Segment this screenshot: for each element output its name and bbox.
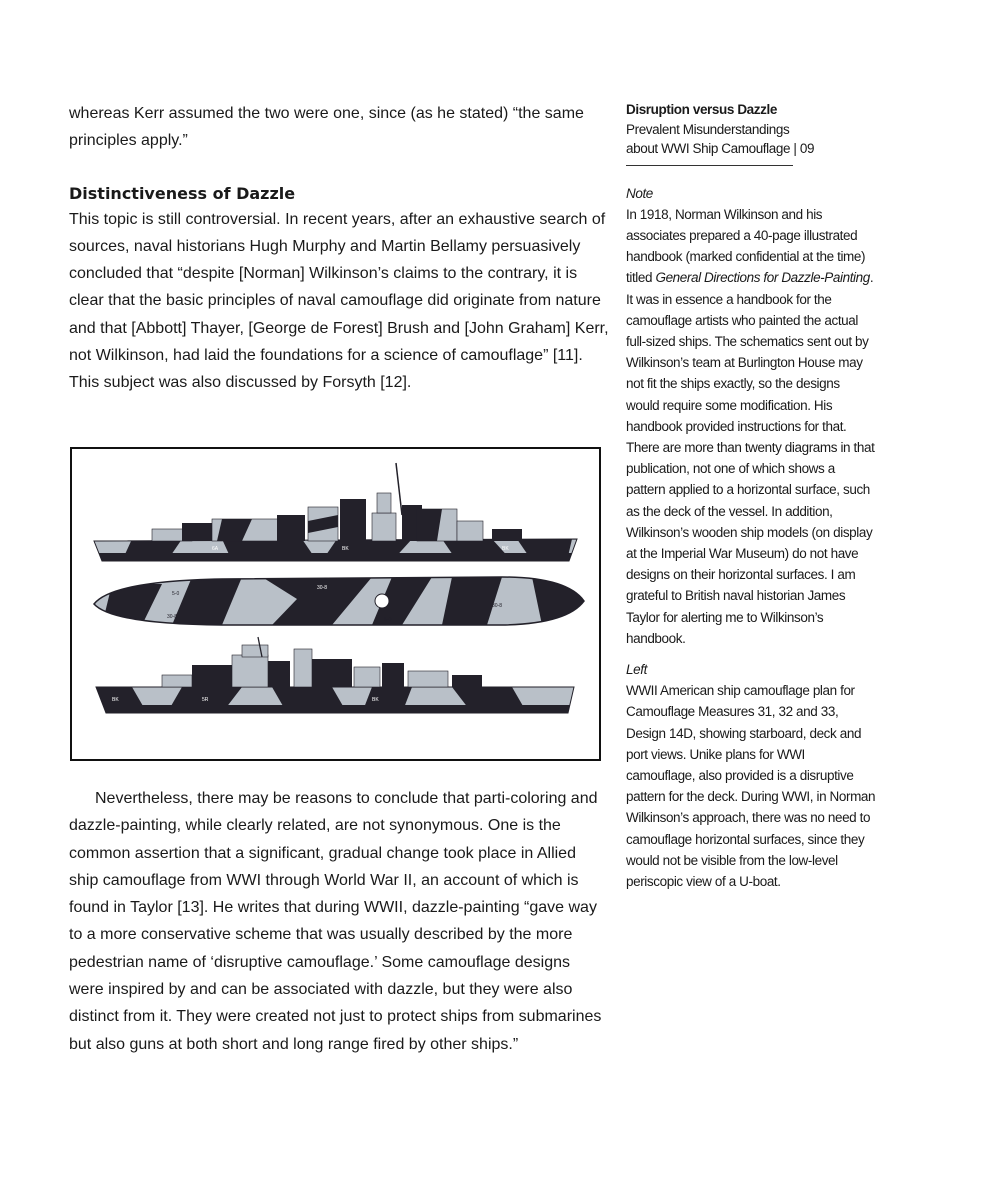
section-heading: Distinctiveness of Dazzle bbox=[69, 183, 296, 203]
running-head-title: Disruption versus Dazzle bbox=[626, 102, 777, 117]
left-label: Left bbox=[626, 661, 647, 677]
port-label-3: BK bbox=[372, 697, 379, 703]
handbook-title: General Directions for Dazzle-Painting bbox=[655, 270, 870, 286]
running-head-page: about WWI Ship Camouflage | 09 bbox=[626, 141, 815, 156]
running-head-rule bbox=[626, 165, 793, 166]
main-column bbox=[69, 100, 609, 397]
port-label-1: BK bbox=[112, 697, 119, 703]
deck-label-4: 5-0 bbox=[384, 617, 392, 623]
starboard-label-1: 6A bbox=[212, 546, 219, 552]
body-paragraph-2: Nevertheless, there may be reasons to conclude that parti-coloring and dazzle-painting, while clearly related, are not synonymous. One is the common assertion that a significant, gradual change took place in Allied ship camouflage from WWI through World War II, an account of which is found in Taylor [13]. He writes that during WWII, dazzle-painting “gave way to a more conservative scheme that was usually described by the more pedestrian name of ‘disruptive camouflage.’ Some camouflage designs were inspired by and can be associated with dazzle, but they were also distinct from it. They were created not just to protect ships from submarines but also guns at both short and long range fired by other ships.” bbox=[69, 790, 602, 1053]
running-head-subtitle: Prevalent Misunderstandings bbox=[626, 121, 790, 137]
note-text-part2: . It was in essence a handbook for the camouflage artists who painted the actual full-sized ships. The schematics sent out by Wilkinson’s team at Burlington House may not fit the ships exactly, so the designs would require some modification. His handbook provided instructions for that. There are more than twenty diagrams in that publication, not one of which shows a pattern applied to a horizontal surface, such as the deck of the vessel. In addition, Wilkinson’s wooden ship models (on display at the Imperial War Museum) do not have designs on their horizontal surfaces. I am grateful to British naval historian James Taylor for alerting me to Wilkinson’s handbook. bbox=[626, 270, 875, 646]
note-text-part1: In 1918, Norman Wilkinson and his associates prepared a 40-page illustrated handbook (marked confidential at the time) titled bbox=[626, 206, 866, 286]
sidebar bbox=[626, 100, 876, 892]
intro-paragraph: whereas Kerr assumed the two were one, since (as he stated) “the same principles apply.” bbox=[69, 105, 584, 150]
ship-camouflage-figure bbox=[70, 447, 601, 761]
note-label: Note bbox=[626, 185, 653, 201]
deck-label-2: 30-8 bbox=[317, 585, 328, 591]
ship-camouflage-drawing bbox=[72, 449, 599, 759]
figure-caption: WWII American ship camouflage plan for Camouflage Measures 31, 32 and 33, Design 14D, showing starboard, deck and port views. Unike plans for WWI camouflage, also provided is a disruptive pattern for the deck. During WWI, in Norman Wilkinson’s approach, there was no need to camouflage horizontal surfaces, since they would not be visible from the low-level periscopic view of a U-boat. bbox=[626, 683, 876, 889]
starboard-label-2: BK bbox=[342, 546, 349, 552]
port-label-2: 5R bbox=[202, 697, 209, 703]
deck-label-1: 5-0 bbox=[172, 591, 180, 597]
body-paragraph-1: This topic is still controversial. In recent years, after an exhaustive search of sources, naval historians Hugh Murphy and Martin Bellamy persuasively concluded that “despite [Norman] Wilkinson’s claims to the contrary, it is clear that the basic principles of naval camouflage did originate from nature and that [Abbott] Thayer, [George de Forest] Brush and [John Graham] Kerr, not Wilkinson, had laid the foundations for a science of camouflage” [11]. This subject was also discussed by Forsyth [12]. bbox=[69, 210, 609, 392]
deck-label-5: 30-8 bbox=[492, 603, 503, 609]
deck-label-3: 30-8 bbox=[167, 614, 178, 620]
starboard-label-3: BK bbox=[502, 546, 509, 552]
note-text bbox=[626, 204, 876, 649]
